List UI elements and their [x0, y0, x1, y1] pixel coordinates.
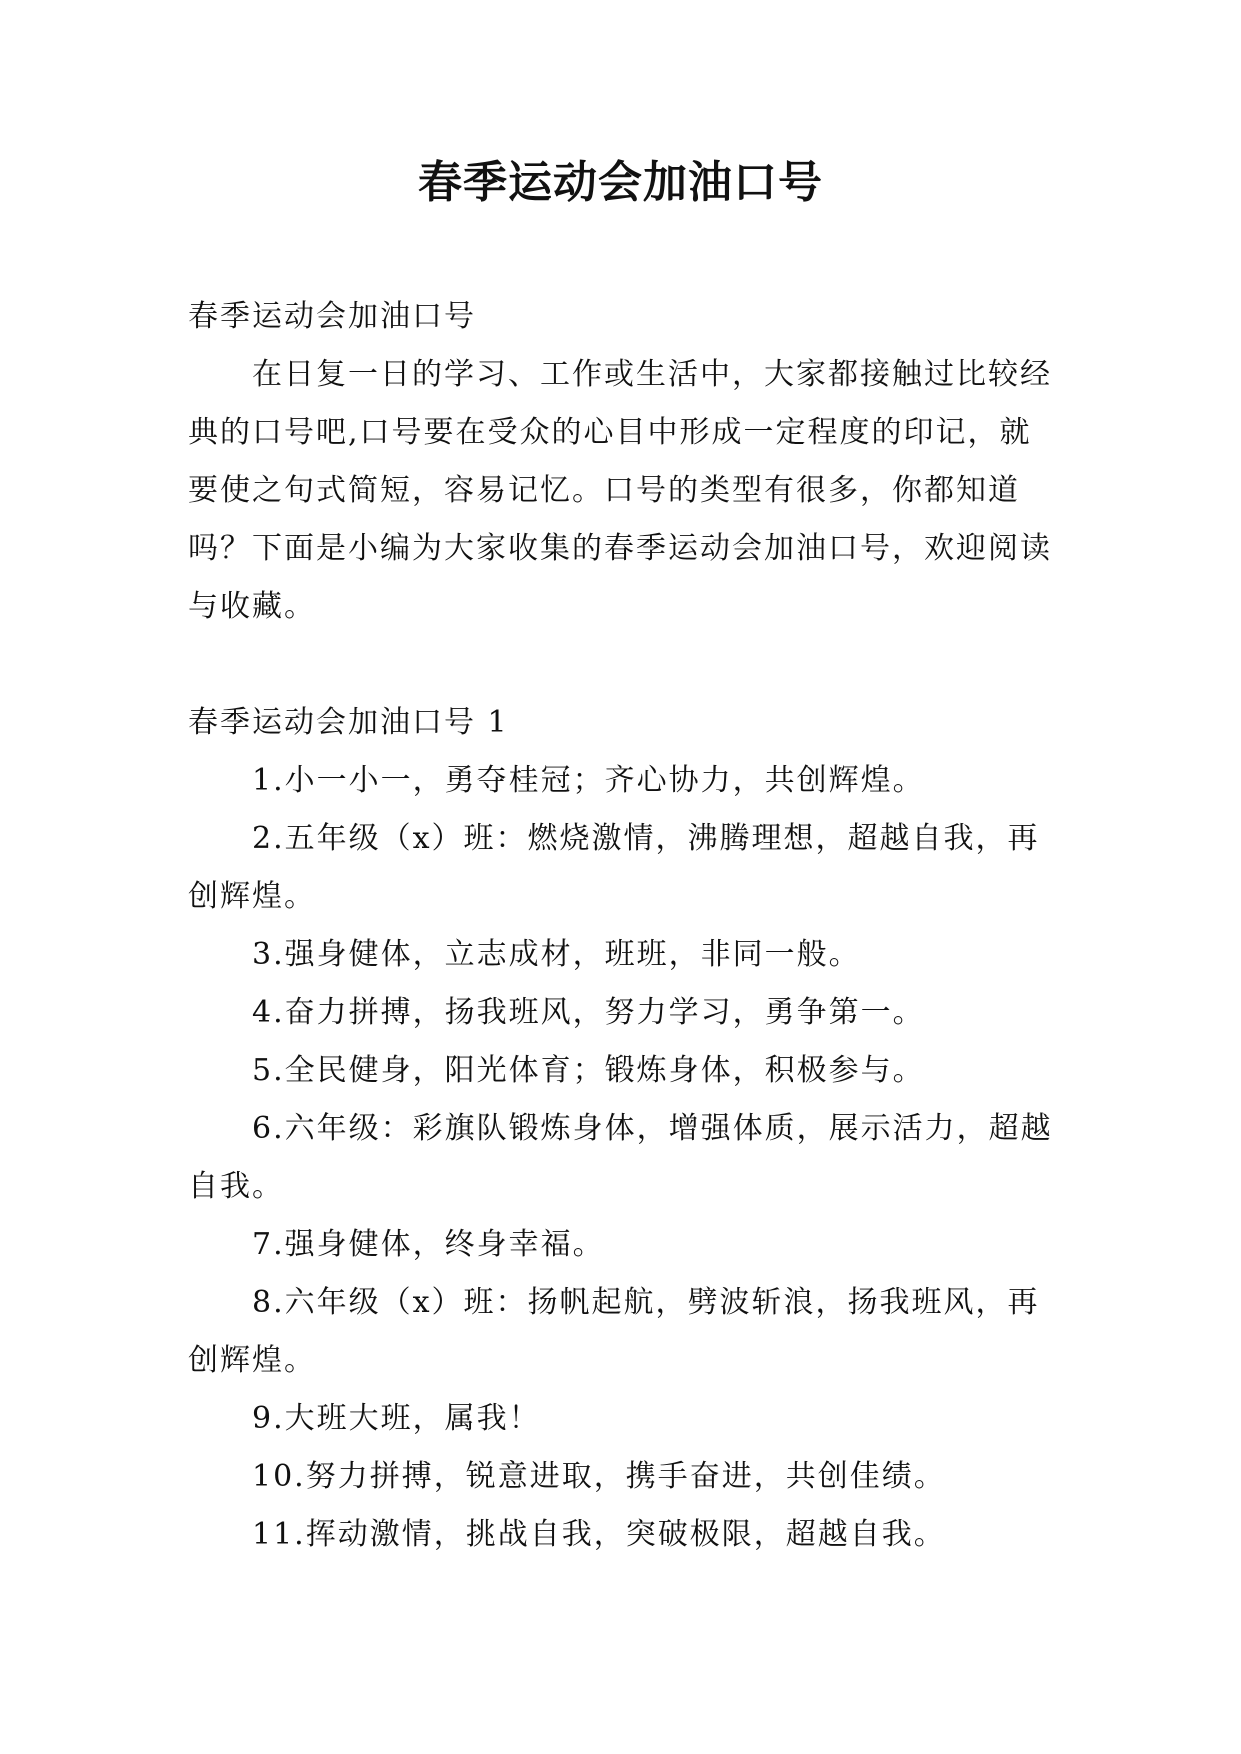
slogan-item: 11.挥动激情，挑战自我，突破极限，超越自我。: [252, 1517, 946, 1552]
slogan-item: 5.全民健身，阳光体育；锻炼身体，积极参与。: [252, 1053, 925, 1088]
slogan-item: 6.六年级：彩旗队锻炼身体，增强体质，展示活力，超越自我。: [188, 1111, 1053, 1204]
slogan-item: 7.强身健体，终身幸福。: [252, 1227, 605, 1262]
document-title: 春季运动会加油口号: [418, 157, 823, 208]
slogan-item: 8.六年级（x）班：扬帆起航，劈波斩浪，扬我班风，再创辉煌。: [188, 1285, 1040, 1378]
document-subtitle: 春季运动会加油口号: [188, 299, 476, 334]
slogan-item: 1.小一小一，勇夺桂冠；齐心协力，共创辉煌。: [252, 763, 925, 798]
slogan-item: 10.努力拼搏，锐意进取，携手奋进，共创佳绩。: [252, 1459, 946, 1494]
intro-paragraph: 在日复一日的学习、工作或生活中，大家都接触过比较经典的口号吧,口号要在受众的心目中形成一定程度的印记，就要使之句式简短，容易记忆。口号的类型有很多，你都知道吗？下面是小编为大家收集的春季运动会加油口号，欢迎阅读与收藏。: [188, 357, 1052, 624]
slogan-item: 4.奋力拼搏，扬我班风，努力学习，勇争第一。: [252, 995, 925, 1030]
section-heading: 春季运动会加油口号 1: [188, 705, 509, 740]
section-spacer: [188, 636, 1058, 694]
slogan-item: 2.五年级（x）班：燃烧激情，沸腾理想，超越自我，再创辉煌。: [188, 821, 1040, 914]
slogan-item: 9.大班大班，属我！: [252, 1401, 541, 1436]
slogan-item: 3.强身健体，立志成材，班班，非同一般。: [252, 937, 861, 972]
document-body: [188, 288, 1058, 1564]
